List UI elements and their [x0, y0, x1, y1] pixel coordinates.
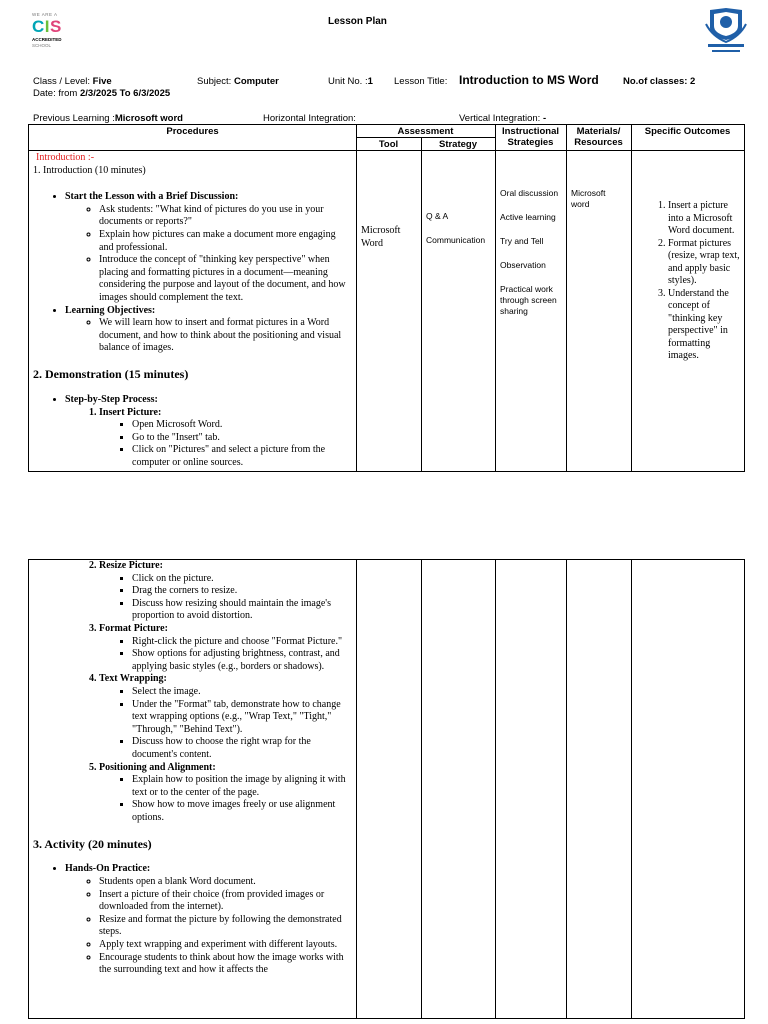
- number-of-classes: No.of classes: 2: [623, 76, 696, 87]
- lesson-plan-table-page1: [28, 124, 745, 472]
- list-item: • Hands-On Practice:: [65, 863, 351, 876]
- list-item: ▪ Show how to move images freely or use alignment options.: [132, 799, 351, 824]
- section-heading: 3. Activity (20 minutes): [33, 837, 152, 852]
- list-item: ▪ Under the "Format" tab, demonstrate how to change text wrapping options (e.g., "Wrap Text," "Tight," "Through," "Behind Text").: [132, 699, 351, 737]
- introduction-line: 1. Introduction (10 minutes): [33, 164, 146, 176]
- list-item: ▪ Select the image.: [132, 686, 351, 699]
- header-procedures: Procedures: [166, 126, 219, 137]
- list-item: • Start the Lesson with a Brief Discussion:: [65, 191, 351, 204]
- list-item: ▪ Right-click the picture and choose "Format Picture.": [132, 636, 351, 649]
- list-item: ◦ Explain how pictures can make a document more engaging and professional.: [99, 229, 351, 254]
- tool-cell: Microsoft Word: [361, 225, 401, 249]
- unit-no: Unit No. :1: [328, 76, 373, 87]
- procedures-cell: [33, 152, 351, 469]
- header-instructional: Instructional Strategies: [501, 126, 559, 148]
- lesson-title-label: Lesson Title:: [394, 76, 448, 87]
- list-item: • Learning Objectives:: [65, 305, 351, 318]
- outcomes-cell: [632, 200, 742, 363]
- introduction-label: Introduction :-: [36, 152, 95, 163]
- list-item: ▪ Discuss how resizing should maintain the image's proportion to avoid distortion.: [132, 598, 351, 623]
- list-item: ◦ We will learn how to insert and format pictures in a Word document, and how to think about the positioning and visual balance of images.: [99, 317, 351, 355]
- header-tool: Tool: [378, 139, 399, 150]
- date-range: Date: from 2/3/2025 To 6/3/2025: [33, 88, 171, 99]
- list-item: 1. Insert Picture:: [99, 407, 351, 420]
- strategy-cell: Q & A Communication: [426, 211, 486, 245]
- list-item: • Step-by-Step Process:: [65, 394, 351, 407]
- list-item: ▪ Open Microsoft Word.: [132, 419, 351, 432]
- lesson-plan-table-page2: [28, 559, 745, 1019]
- page-title: Lesson Plan: [328, 16, 387, 27]
- list-item: 4. Text Wrapping:: [99, 673, 351, 686]
- list-item: 2. Format pictures (resize, wrap text, and apply basic styles).: [668, 238, 742, 288]
- list-item: 3. Understand the concept of "thinking key perspective" in formatting images.: [668, 288, 742, 363]
- header-materials: Materials/ Resources: [574, 126, 623, 148]
- section-heading: 2. Demonstration (15 minutes): [33, 366, 189, 381]
- list-item: ◦ Students open a blank Word document.: [99, 876, 351, 889]
- vertical-integration: Vertical Integration: -: [459, 113, 547, 124]
- list-item: ▪ Discuss how to choose the right wrap for the document's content.: [132, 736, 351, 761]
- cis-logo: WE ARE A CIS ACCREDITED SCHOOL: [32, 12, 62, 48]
- list-item: 1. Insert a picture into a Microsoft Word document.: [668, 200, 742, 238]
- list-item: 5. Positioning and Alignment:: [99, 762, 351, 775]
- materials-cell: Microsoft word: [571, 188, 606, 209]
- procedures-cell-continued: [33, 560, 351, 977]
- header-outcomes: Specific Outcomes: [644, 126, 731, 137]
- list-item: ▪ Show options for adjusting brightness, contrast, and applying basic styles (e.g., borders or shadows).: [132, 648, 351, 673]
- list-item: ◦ Apply text wrapping and experiment with different layouts.: [99, 939, 351, 952]
- school-crest-logo: [700, 6, 752, 56]
- header-assessment: Assessment: [397, 126, 454, 137]
- header-strategy: Strategy: [438, 139, 477, 150]
- list-item: ▪ Click on "Pictures" and select a picture from the computer or online sources.: [132, 444, 351, 469]
- cis-logo-text: CIS: [32, 17, 62, 36]
- list-item: ◦ Introduce the concept of "thinking key perspective" when placing and formatting pictures in a document—meaning considering the purpose and layout of the document, and how images should complement the text.: [99, 254, 351, 304]
- list-item: 3. Format Picture:: [99, 623, 351, 636]
- list-item: 2. Resize Picture:: [99, 560, 351, 573]
- lesson-title: Introduction to MS Word: [459, 73, 599, 87]
- list-item: ▪ Click on the picture.: [132, 573, 351, 586]
- previous-learning: Previous Learning :Microsoft word: [33, 113, 183, 124]
- list-item: ▪ Explain how to position the image by aligning it with text or to the center of the page.: [132, 774, 351, 799]
- list-item: ▪ Go to the "Insert" tab.: [132, 432, 351, 445]
- list-item: ◦ Encourage students to think about how the image works with the surrounding text and how it affects the: [99, 952, 351, 977]
- class-level: Class / Level: Five: [33, 76, 112, 87]
- list-item: ▪ Drag the corners to resize.: [132, 585, 351, 598]
- instructional-cell: Oral discussion Active learning Try and Tell Observation Practical work through screen sharing: [500, 188, 559, 316]
- horizontal-integration: Horizontal Integration:: [263, 113, 356, 124]
- list-item: ◦ Insert a picture of their choice (from provided images or downloaded from the internet).: [99, 889, 351, 914]
- list-item: ◦ Resize and format the picture by following the demonstrated steps.: [99, 914, 351, 939]
- list-item: ◦ Ask students: "What kind of pictures do you use in your documents or reports?": [99, 204, 351, 229]
- subject: Subject: Computer: [197, 76, 279, 87]
